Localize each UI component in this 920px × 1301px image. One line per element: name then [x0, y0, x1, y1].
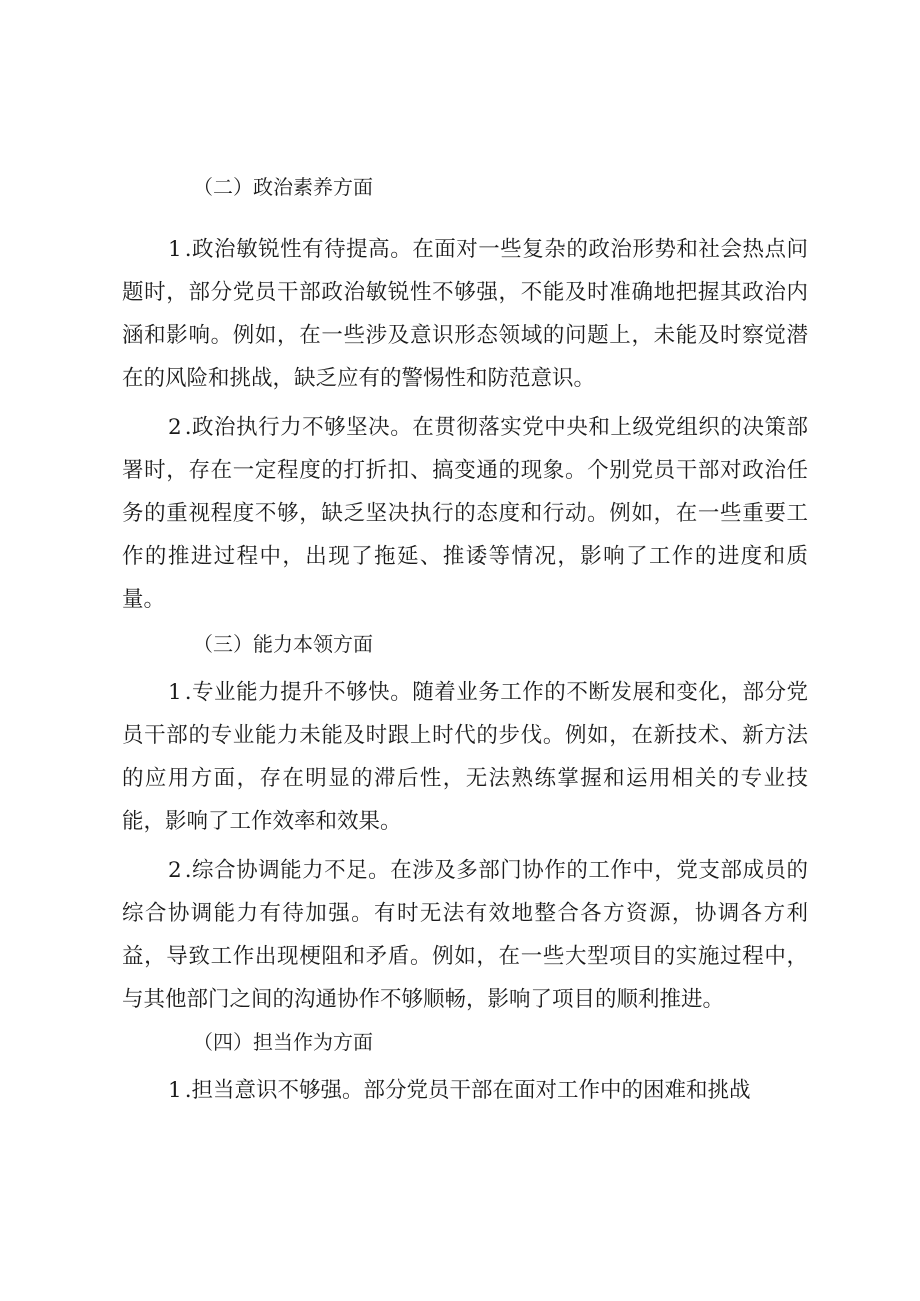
item-number: 1	[168, 1078, 182, 1103]
paragraph	[122, 671, 808, 843]
section-heading: （三）能力本领方面	[193, 632, 373, 656]
item-number: 2	[168, 858, 182, 883]
paragraph	[122, 849, 808, 1021]
section-heading: （二）政治素养方面	[193, 175, 373, 199]
paragraph	[122, 228, 808, 400]
item-number: 1	[168, 237, 182, 262]
paragraph-text: .政治敏锐性有待提高。在面对一些复杂的政治形势和社会热点问题时，部分党员干部政治敏锐性不够强，不能及时准确地把握其政治内涵和影响。例如，在一些涉及意识形态领域的问题上，未能及时察觉潜在的风险和挑战，缺乏应有的警惕性和防范意识。	[122, 237, 808, 391]
paragraph-text: .综合协调能力不足。在涉及多部门协作的工作中，党支部成员的综合协调能力有待加强。有时无法有效地整合各方资源，协调各方利益，导致工作出现梗阻和矛盾。例如，在一些大型项目的实施过程中，与其他部门之间的沟通协作不够顺畅，影响了项目的顺利推进。	[122, 858, 808, 1012]
paragraph-text: .担当意识不够强。部分党员干部在面对工作中的困难和挑战	[184, 1078, 751, 1103]
item-number: 2	[168, 415, 182, 440]
section-heading: （四）担当作为方面	[193, 1030, 373, 1054]
paragraph-text: .专业能力提升不够快。随着业务工作的不断发展和变化，部分党员干部的专业能力未能及时跟上时代的步伐。例如，在新技术、新方法的应用方面，存在明显的滞后性，无法熟练掌握和运用相关的专业技能，影响了工作效率和效果。	[122, 680, 808, 834]
paragraph	[122, 406, 808, 621]
paragraph-text: .政治执行力不够坚决。在贯彻落实党中央和上级党组织的决策部署时，存在一定程度的打折扣、搞变通的现象。个别党员干部对政治任务的重视程度不够，缺乏坚决执行的态度和行动。例如，在一些重要工作的推进过程中，出现了拖延、推诿等情况，影响了工作的进度和质量。	[122, 415, 808, 612]
paragraph	[122, 1069, 808, 1112]
item-number: 1	[168, 680, 182, 705]
